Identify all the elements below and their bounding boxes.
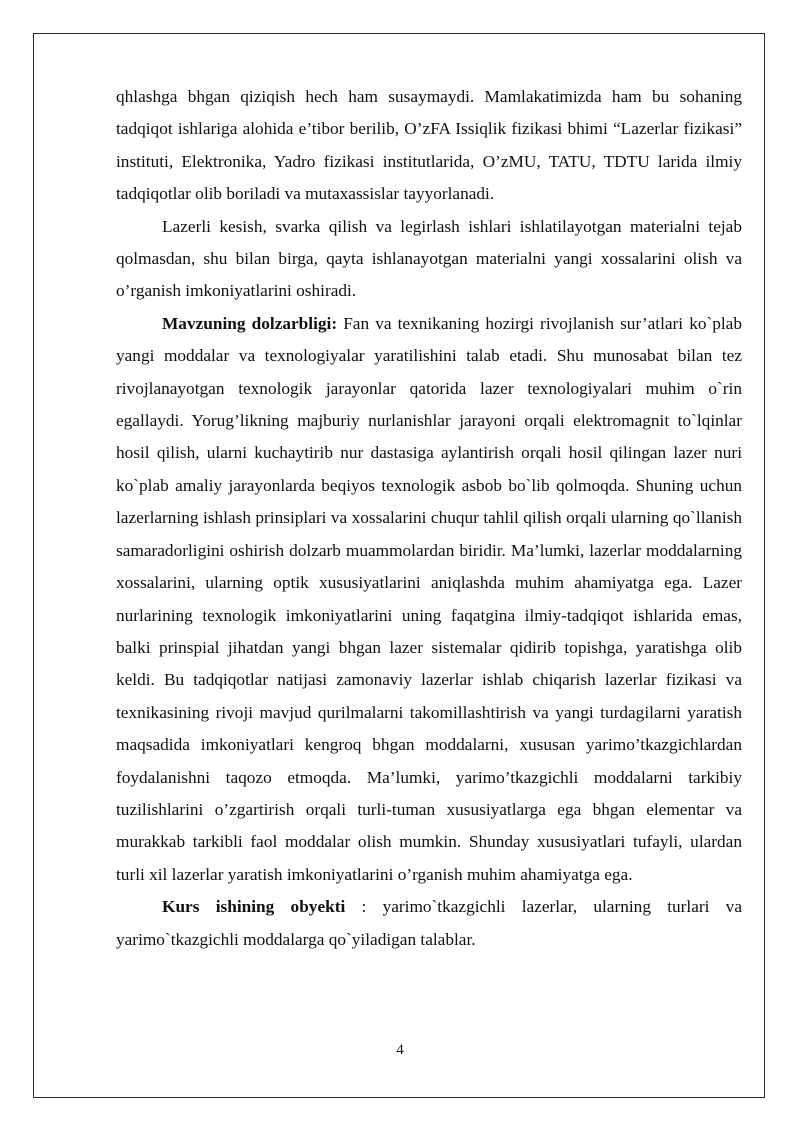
- paragraph-text: qhlashga bhgan qiziqish hech ham susaymaydi. Mamlakatimizda ham bu sohaning tadqiqot ishlariga alohida e’tibor berilib, O’zFA Issiqlik fizikasi bhimi “Lazerlar fizikasi” instituti, Elektronika, Yadro fizikasi institutlarida, O’zMU, TATU, TDTU larida ilmiy tadqiqotlar olib boriladi va mutaxassislar tayyorlanadi.: [116, 87, 742, 204]
- paragraph-text: Lazerli kesish, svarka qilish va legirlash ishlari ishlatilayotgan materialni tejab qolmasdan, shu bilan birga, qayta ishlanayotgan materialni yangi xossalarini olish va o’rganish imkoniyatlarini oshiradi.: [116, 216, 742, 301]
- paragraph-text: Fan va texnikaning hozirgi rivojlanish sur’atlari ko`plab yangi moddalar va texnologiyalar yaratilishini talab etadi. Shu munosabat bilan tez rivojlanayotgan texnologik jarayonlar qatorida lazer texnologiyalari muhim o`rin egallaydi. Yorug’likning majburiy nurlanishlar jarayoni orqali elektromagnit to`lqinlar hosil qilish, ularni kuchaytirib nur dastasiga aylantirish orqali hosil qilingan lazer nuri ko`plab amaliy jarayonlarda beqiyos texnologik asbob bo`lib qolmoqda. Shuning uchun lazerlarning ishlash prinsiplari va xossalarini chuqur tahlil qilish orqali ularning qo`llanish samaradorligini oshirish dolzarb muammolardan biridir. Ma’lumki, lazerlar moddalarning xossalarini, ularning optik xususiyatlarini aniqlashda muhim ahamiyatga ega. Lazer nurlarining texnologik imkoniyatlarini uning faqatgina ilmiy-tadqiqot ishlarida emas, balki prinspial jihatdan yangi bhgan lazer sistemalar qidirib topishga, yaratishga olib keldi. Bu tadqiqotlar natijasi zamonaviy lazerlar ishlab chiqarish lazerlar fizikasi va texnikasining rivoji mavjud qurilmalarni takomillashtirish va yangi turdagilarni yaratish maqsadida imkoniyatlari kengroq bhgan moddalarni, xususan yarimo’tkazgichlardan foydalanishni taqozo etmoqda. Ma’lumki, yarimo’tkazgichli moddalarni tarkibiy tuzilishlarini o’zgartirish orqali turli-tuman xususiyatlarga ega bhgan elementar va murakkab tarkibli faol moddalar olish mumkin. Shunday xususiyatlari tufayli, ulardan turli xil lazerlar yaratish imkoniyatlarini o’rganish muhim ahamiyatga ega.: [116, 313, 742, 884]
- paragraph-laser-cutting: [116, 211, 742, 308]
- paragraph-intro-continuation: [116, 81, 742, 211]
- relevance-heading: Mavzuning dolzarbligi:: [162, 313, 338, 333]
- paragraph-topic-relevance: [116, 308, 742, 891]
- document-body: [116, 81, 742, 956]
- paragraph-text: : yarimo`tkazgichli lazerlar, ularning turlari va yarimo`tkazgichli moddalarga qo`yiladigan talablar.: [116, 897, 742, 949]
- page-number: 4: [396, 1042, 404, 1058]
- paragraph-course-object: [116, 891, 742, 956]
- course-object-heading: Kurs ishining obyekti: [162, 897, 346, 917]
